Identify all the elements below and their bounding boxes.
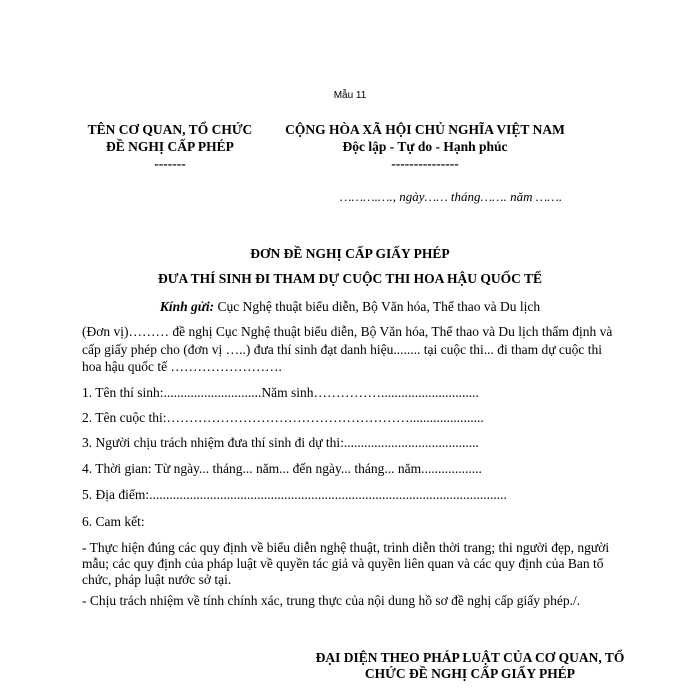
organization-header <box>75 121 265 172</box>
org-rule: ------- <box>154 156 186 171</box>
org-name-line1: TÊN CƠ QUAN, TỔ CHỨC <box>87 122 253 137</box>
field-responsible-person: 3. Người chịu trách nhiệm đưa thí sinh đi dự thi:........................................ <box>82 435 479 450</box>
nation-motto: Độc lập - Tự do - Hạnh phúc <box>342 139 508 154</box>
document-title: ĐƠN ĐỀ NGHỊ CẤP GIẤY PHÉP <box>250 246 450 261</box>
intro-paragraph: (Đơn vị)……… đề nghị Cục Nghệ thuật biểu diễn, Bộ Văn hóa, Thể thao và Du lịch thẩm định và cấp giấy phép cho (đơn vị …..) đưa thí sinh đạt danh hiệu........ tại cuộc thi... đi tham dự cuộc thi hoa hậu quốc tế ……………………. <box>82 324 613 374</box>
field-candidate-name: 1. Tên thí sinh:.............................Năm sinh……………............................. <box>82 385 479 400</box>
addressee-label: Kính gửi: <box>159 299 215 314</box>
form-number: Mẫu 11 <box>333 90 367 101</box>
field-location: 5. Địa điểm:.......................................................................................................... <box>82 487 507 502</box>
date-line: ……….…., ngày…… tháng……. năm ……. <box>340 189 563 204</box>
addressee-line <box>0 299 700 315</box>
nation-rule: --------------- <box>391 156 459 171</box>
signature-title: ĐẠI DIỆN THEO PHÁP LUẬT CỦA CƠ QUAN, TỔ CHỨC ĐỀ NGHỊ CẤP GIẤY PHÉP <box>315 650 625 681</box>
field-contest-name: 2. Tên cuộc thi:………………………………………………...................... <box>82 410 484 425</box>
org-name-line2: ĐỀ NGHỊ CẤP PHÉP <box>106 139 234 154</box>
nation-name: CỘNG HÒA XÃ HỘI CHỦ NGHĨA VIỆT NAM <box>285 122 565 137</box>
field-commitment: 6. Cam kết: <box>82 514 145 529</box>
commitment-item: - Chịu trách nhiệm về tính chính xác, trung thực của nội dung hồ sơ đề nghị cấp giấy phép./. <box>82 593 581 608</box>
field-time: 4. Thời gian: Từ ngày... tháng... năm... đến ngày... tháng... năm.................. <box>82 461 482 476</box>
addressee-value: Cục Nghệ thuật biểu diễn, Bộ Văn hóa, Thể thao và Du lịch <box>214 299 541 314</box>
national-header <box>265 121 585 172</box>
commitment-item: - Thực hiện đúng các quy định về biểu diễn nghệ thuật, trình diễn thời trang; thi người đẹp, người mẫu; các quy định của pháp luật về quyền tác giả và quyền liên quan và các quy định của Ban tổ chức, pháp luật nước sở tại. <box>82 540 610 587</box>
document-subtitle: ĐƯA THÍ SINH ĐI THAM DỰ CUỘC THI HOA HẬU QUỐC TẾ <box>158 271 542 286</box>
